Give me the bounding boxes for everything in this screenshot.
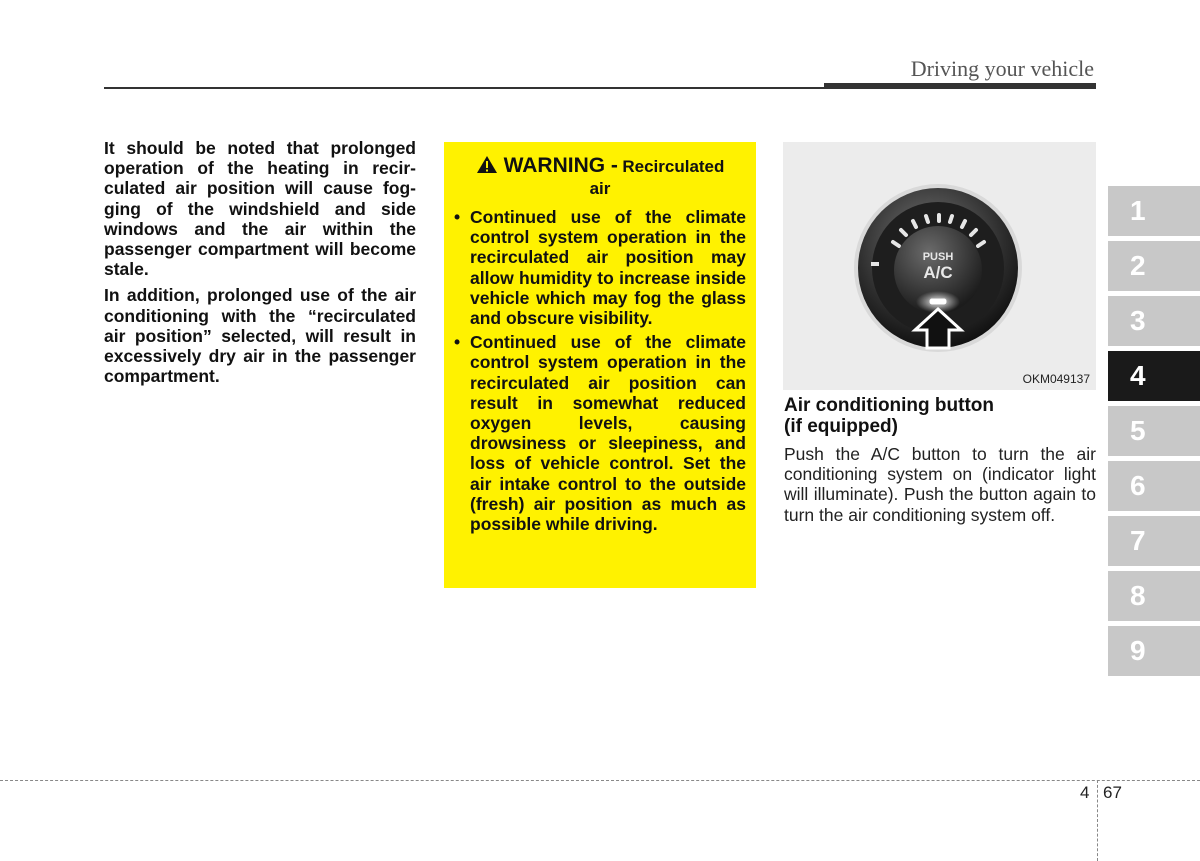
section-heading — [784, 395, 1096, 437]
left-column — [104, 138, 416, 392]
page-header-title: Driving your vehicle — [910, 56, 1094, 81]
section-heading-line-1: Air conditioning button — [784, 395, 995, 416]
section-body: Push the A/C button to turn the air conditioning system on (indicator light will illuminate). Push the button again to turn the air conditioning system off. — [784, 444, 1096, 525]
chapter-tabs — [1108, 186, 1200, 681]
footer-divider — [1097, 780, 1098, 861]
warning-topic: Recirculated — [622, 157, 725, 176]
chapter-tab-2[interactable]: 2 — [1108, 241, 1200, 291]
chapter-tab-1[interactable]: 1 — [1108, 186, 1200, 236]
ac-button-push-text: PUSH — [922, 251, 954, 263]
warning-item-1: • Continued use of the climate control system operation in the recirculated air position may allow humidity to increase inside vehicle which may fog the glass and obscure visibility. — [454, 207, 746, 328]
chapter-tab-9[interactable]: 9 — [1108, 626, 1200, 676]
footer-rule — [0, 780, 1200, 781]
warning-topic-continued: air — [589, 179, 611, 198]
footer-chapter-number: 4 — [1080, 783, 1090, 802]
chapter-tab-6[interactable]: 6 — [1108, 461, 1200, 511]
ac-button-photo — [783, 142, 1096, 390]
section-heading-line-2: (if equipped) — [784, 416, 898, 437]
left-paragraph-2: In addition, prolonged use of the air conditioning with the “recirculated air position” selected, will result in excessively dry air in the passenger compartment. — [104, 285, 416, 387]
footer-page-number: 67 — [1103, 783, 1122, 802]
chapter-tab-8[interactable]: 8 — [1108, 571, 1200, 621]
warning-box — [444, 142, 756, 588]
chapter-tab-3[interactable]: 3 — [1108, 296, 1200, 346]
chapter-tab-4[interactable]: 4 — [1108, 351, 1200, 401]
header-rule-accent — [824, 83, 1096, 89]
warning-item-2: • Continued use of the climate control system operation in the recirculated air position can result in somewhat reduced oxygen levels, causing drowsiness or sleepiness, and loss of vehicle control. Set the air intake control to the outside (fresh) air position as much as possible while driving. — [454, 332, 746, 534]
chapter-tab-7[interactable]: 7 — [1108, 516, 1200, 566]
ac-button-illustration — [783, 142, 1096, 390]
chapter-tab-5[interactable]: 5 — [1108, 406, 1200, 456]
ac-button-ac-text: A/C — [923, 263, 953, 282]
warning-triangle-icon — [476, 155, 498, 179]
left-paragraph-1: It should be noted that prolonged operation of the heating in recirculated air position will cause fogging of the windshield and side windows and the air within the passenger compartment will become stale. — [104, 138, 416, 280]
figure-code: OKM049137 — [1022, 372, 1090, 386]
warning-list — [454, 207, 746, 534]
warning-label: WARNING - — [503, 154, 618, 177]
warning-title — [454, 154, 746, 179]
